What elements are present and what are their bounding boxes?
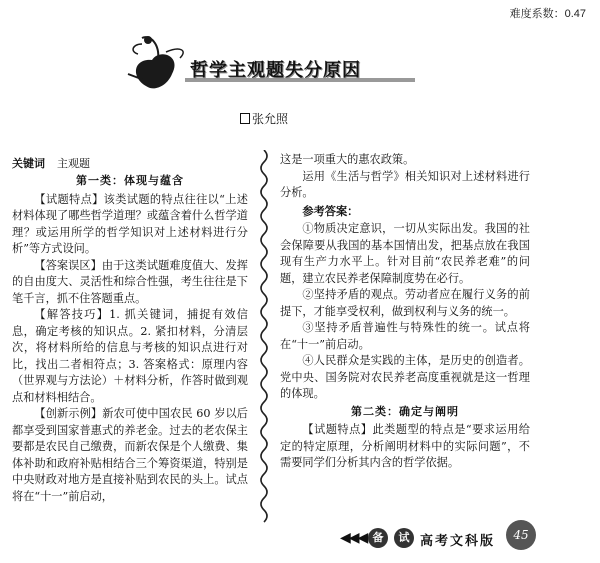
paragraph-example: 【创新示例】新农可使中国农民 60 岁以后都享受到国家普惠式的养老金。过去的老农保主要都是农民自己缴费，而新农保是个人缴费、集体补助和政府补贴相结合三个筹资渠道，特别是中央财政对地方是直接补贴到农民的头上。试点将在“十一”前启动， bbox=[12, 407, 248, 503]
author-box-icon bbox=[240, 113, 250, 124]
right-column bbox=[280, 152, 530, 472]
answer-label: 参考答案： bbox=[302, 204, 359, 218]
section-title-1: 第一类：体现与蕴含 bbox=[76, 174, 184, 187]
paragraph-techniques: 【解答技巧】1. 抓关键词，捕捉有效信息，确定考核的知识点。2. 紧扣材料，分清层次，将材料所给的信息与考核的知识点进行对比，找出二者相符点；3. 答案格式：原理内容（世界观与方法论）＋材料分析，作答时做到观点和材料相结合。 bbox=[12, 308, 248, 404]
answer-1: ①物质决定意识，一切从实际出发。我国的社会保障要从我国的基本国情出发，把基点放在我国现有生产力水平上。针对目前“农民养老难”的问题，建立农民养老保障制度势在必行。 bbox=[280, 222, 530, 285]
left-column bbox=[12, 172, 248, 505]
paragraph-question: 运用《生活与哲学》相关知识对上述材料进行分析。 bbox=[280, 169, 530, 199]
paragraph-misconceptions: 【答案误区】由于这类试题难度值大、发挥的自由度大、灵活性和综合性强，考生往往是下笔千言，抓不住答题重点。 bbox=[12, 258, 248, 305]
paragraph-features: 【试题特点】该类试题的特点往往以“上述材料体现了哪些哲学道理？或蕴含着什么哲学道理？或运用所学的哲学知识对上述材料进行分析”等方式设问。 bbox=[12, 192, 248, 255]
footer-badge-bei: 备 bbox=[368, 528, 388, 548]
keywords-line bbox=[12, 155, 90, 171]
answer-3: ③坚持矛盾普遍性与特殊性的统一。试点将在“十一”前启动。 bbox=[280, 321, 530, 351]
answer-4: ④人民群众是实践的主体，是历史的创造者。党中央、国务院对农民养老高度重视就是这一哲理的体现。 bbox=[280, 354, 530, 400]
author-line bbox=[240, 110, 288, 127]
footer-journal-label: 高考文科版 bbox=[420, 534, 496, 549]
paragraph-continued: 这是一项重大的惠农政策。 bbox=[280, 153, 415, 166]
answer-2: ②坚持矛盾的观点。劳动者应在履行义务的前提下，才能享受权利，做到权利与义务的统一。 bbox=[280, 288, 530, 318]
section-title-2: 第二类：确定与阐明 bbox=[351, 404, 459, 418]
paragraph-features-2: 【试题特点】此类题型的特点是“要求运用给定的特定原理，分析阐明材料中的实际问题”，不需要同学们分析其内含的哲学依据。 bbox=[280, 423, 530, 469]
difficulty-coefficient: 难度系数：0.47 bbox=[509, 8, 586, 20]
keywords-value: 主观题 bbox=[57, 157, 90, 170]
footer-badge-shi: 试 bbox=[394, 528, 414, 548]
article-title: 哲学主观题失分原因 bbox=[190, 60, 361, 81]
footer-arrows-icon: ◀◀◀ bbox=[340, 530, 367, 546]
page-number: 45 bbox=[506, 520, 536, 550]
author-name: 张允照 bbox=[252, 112, 289, 126]
keywords-label: 关键词 bbox=[12, 157, 45, 170]
column-divider bbox=[257, 150, 271, 528]
